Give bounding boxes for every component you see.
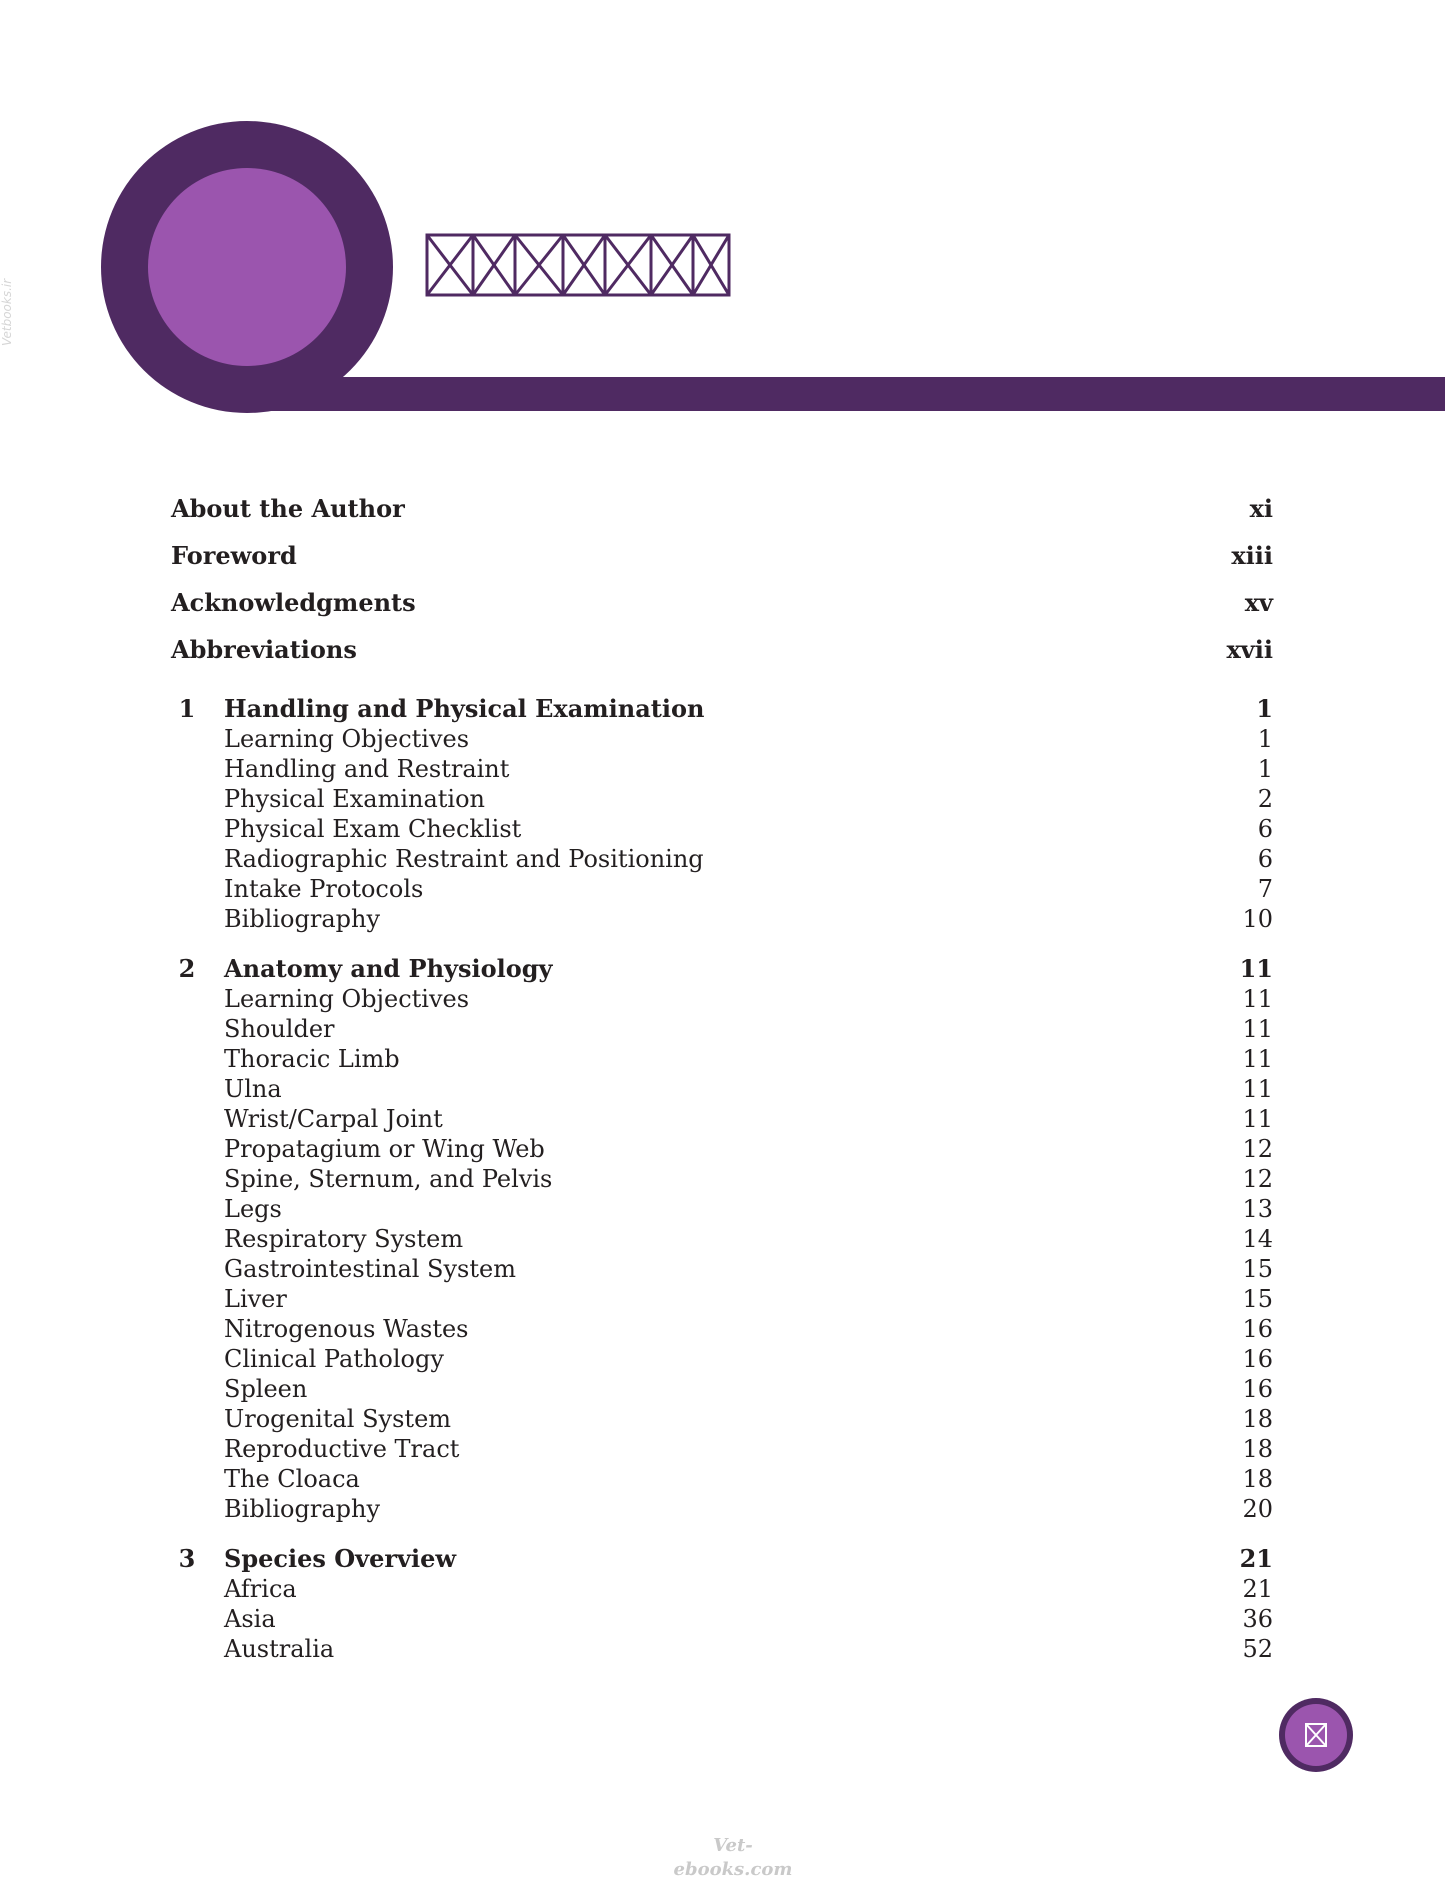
page-number: 12	[1242, 1135, 1273, 1163]
section-title: Learning Objectives	[224, 725, 470, 753]
section-entry[interactable]	[0, 1403, 1445, 1435]
section-entry[interactable]	[0, 1073, 1445, 1105]
section-title: Physical Exam Checklist	[224, 815, 522, 843]
page-number: 13	[1242, 1195, 1273, 1223]
section-entry[interactable]	[0, 1193, 1445, 1225]
section-title: The Cloaca	[224, 1465, 360, 1493]
chapter-title: Species Overview	[224, 1544, 457, 1573]
section-entry[interactable]	[0, 1253, 1445, 1285]
section-title: Thoracic Limb	[224, 1045, 400, 1073]
title-glyph-box	[515, 235, 563, 295]
section-title: Bibliography	[224, 905, 380, 933]
footer-watermark: Vet-ebooks.com	[673, 1835, 793, 1880]
page-number: 21	[1242, 1575, 1273, 1603]
section-title: Africa	[224, 1575, 297, 1603]
section-entry[interactable]	[0, 903, 1445, 935]
title-glyph-box	[651, 235, 693, 295]
page-number: 6	[1257, 815, 1273, 843]
section-entry[interactable]	[0, 1133, 1445, 1165]
section-entry[interactable]	[0, 1373, 1445, 1405]
page-number: xi	[1249, 494, 1273, 523]
page-number: 15	[1242, 1285, 1273, 1313]
section-title: Shoulder	[224, 1015, 335, 1043]
page-number: 11	[1242, 1015, 1273, 1043]
section-entry[interactable]	[0, 873, 1445, 905]
page-number: 16	[1242, 1375, 1273, 1403]
section-entry[interactable]	[0, 843, 1445, 875]
section-entry[interactable]	[0, 1013, 1445, 1045]
section-title: Radiographic Restraint and Positioning	[224, 845, 704, 873]
page-number: 20	[1242, 1495, 1273, 1523]
section-title: Reproductive Tract	[224, 1435, 460, 1463]
section-entry[interactable]	[0, 813, 1445, 845]
page-number: xiii	[1231, 541, 1273, 570]
section-entry[interactable]	[0, 1283, 1445, 1315]
section-title: Bibliography	[224, 1495, 380, 1523]
page-number: 21	[1239, 1544, 1273, 1573]
page-number-badge	[1279, 1698, 1353, 1772]
section-entry[interactable]	[0, 1463, 1445, 1495]
header-bar-graphic	[245, 377, 1445, 411]
page-number: 16	[1242, 1345, 1273, 1373]
section-entry[interactable]	[0, 1223, 1445, 1255]
section-title: Propatagium or Wing Web	[224, 1135, 545, 1163]
section-entry[interactable]	[0, 1633, 1445, 1665]
section-entry[interactable]	[0, 1603, 1445, 1635]
page-number: 18	[1242, 1435, 1273, 1463]
front-matter-entry[interactable]	[0, 540, 1445, 572]
page-number: 52	[1242, 1635, 1273, 1663]
section-entry[interactable]	[0, 1163, 1445, 1195]
section-title: Wrist/Carpal Joint	[224, 1105, 443, 1133]
chapter-title: Anatomy and Physiology	[224, 954, 553, 983]
section-title: Clinical Pathology	[224, 1345, 444, 1373]
chapter-number: 3	[178, 1544, 196, 1573]
section-title: Australia	[224, 1635, 335, 1663]
page-number: xv	[1244, 588, 1273, 617]
header-disc-graphic	[148, 168, 346, 366]
front-matter-entry[interactable]	[0, 587, 1445, 619]
section-entry[interactable]	[0, 1043, 1445, 1075]
section-title: Spine, Sternum, and Pelvis	[224, 1165, 553, 1193]
title-glyph-box	[693, 235, 729, 295]
chapter-entry[interactable]	[0, 693, 1445, 725]
section-entry[interactable]	[0, 1573, 1445, 1605]
title-glyph-box	[605, 235, 651, 295]
page-number: xvii	[1226, 635, 1273, 664]
entry-title: Acknowledgments	[171, 588, 416, 617]
section-title: Gastrointestinal System	[224, 1255, 516, 1283]
hatched-box-glyph-icon	[1304, 1722, 1328, 1748]
page-number: 18	[1242, 1405, 1273, 1433]
section-title: Urogenital System	[224, 1405, 452, 1433]
page-number: 14	[1242, 1225, 1273, 1253]
page-number: 18	[1242, 1465, 1273, 1493]
chapter-entry[interactable]	[0, 953, 1445, 985]
section-title: Ulna	[224, 1075, 282, 1103]
section-entry[interactable]	[0, 983, 1445, 1015]
page-number: 2	[1257, 785, 1273, 813]
page-number: 6	[1257, 845, 1273, 873]
page-number: 11	[1242, 1045, 1273, 1073]
section-entry[interactable]	[0, 753, 1445, 785]
page-number: 1	[1257, 725, 1273, 753]
page-number: 11	[1239, 954, 1273, 983]
page-number: 11	[1242, 985, 1273, 1013]
page-number: 36	[1242, 1605, 1273, 1633]
section-entry[interactable]	[0, 1103, 1445, 1135]
page-number: 11	[1242, 1105, 1273, 1133]
chapter-number: 1	[178, 694, 196, 723]
title-glyph-box	[563, 235, 605, 295]
page-number: 12	[1242, 1165, 1273, 1193]
page-number: 15	[1242, 1255, 1273, 1283]
page-number: 7	[1257, 875, 1273, 903]
page-number: 1	[1257, 755, 1273, 783]
section-title: Spleen	[224, 1375, 308, 1403]
entry-title: About the Author	[171, 494, 405, 523]
section-title: Nitrogenous Wastes	[224, 1315, 469, 1343]
page-number: 1	[1256, 694, 1273, 723]
section-title: Respiratory System	[224, 1225, 464, 1253]
page-number: 11	[1242, 1075, 1273, 1103]
entry-title: Foreword	[171, 541, 297, 570]
section-title: Handling and Restraint	[224, 755, 510, 783]
section-entry[interactable]	[0, 1343, 1445, 1375]
section-title: Liver	[224, 1285, 287, 1313]
entry-title: Abbreviations	[171, 635, 357, 664]
section-entry[interactable]	[0, 723, 1445, 755]
page-number: 16	[1242, 1315, 1273, 1343]
chapter-title: Handling and Physical Examination	[224, 694, 705, 723]
page-number: 10	[1242, 905, 1273, 933]
chapter-number: 2	[178, 954, 196, 983]
side-watermark: Vetbooks.ir	[0, 278, 14, 346]
section-title: Learning Objectives	[224, 985, 470, 1013]
section-title: Asia	[224, 1605, 276, 1633]
title-glyph-box	[427, 235, 473, 295]
section-entry[interactable]	[0, 1433, 1445, 1465]
section-title: Physical Examination	[224, 785, 485, 813]
title-glyph-box	[473, 235, 515, 295]
front-matter-entry[interactable]	[0, 493, 1445, 525]
hatched-box-glyphs-icon	[425, 233, 758, 297]
section-title: Intake Protocols	[224, 875, 424, 903]
section-entry[interactable]	[0, 1493, 1445, 1525]
section-entry[interactable]	[0, 1313, 1445, 1345]
front-matter-entry[interactable]	[0, 634, 1445, 666]
chapter-entry[interactable]	[0, 1543, 1445, 1575]
section-entry[interactable]	[0, 783, 1445, 815]
section-title: Legs	[224, 1195, 282, 1223]
